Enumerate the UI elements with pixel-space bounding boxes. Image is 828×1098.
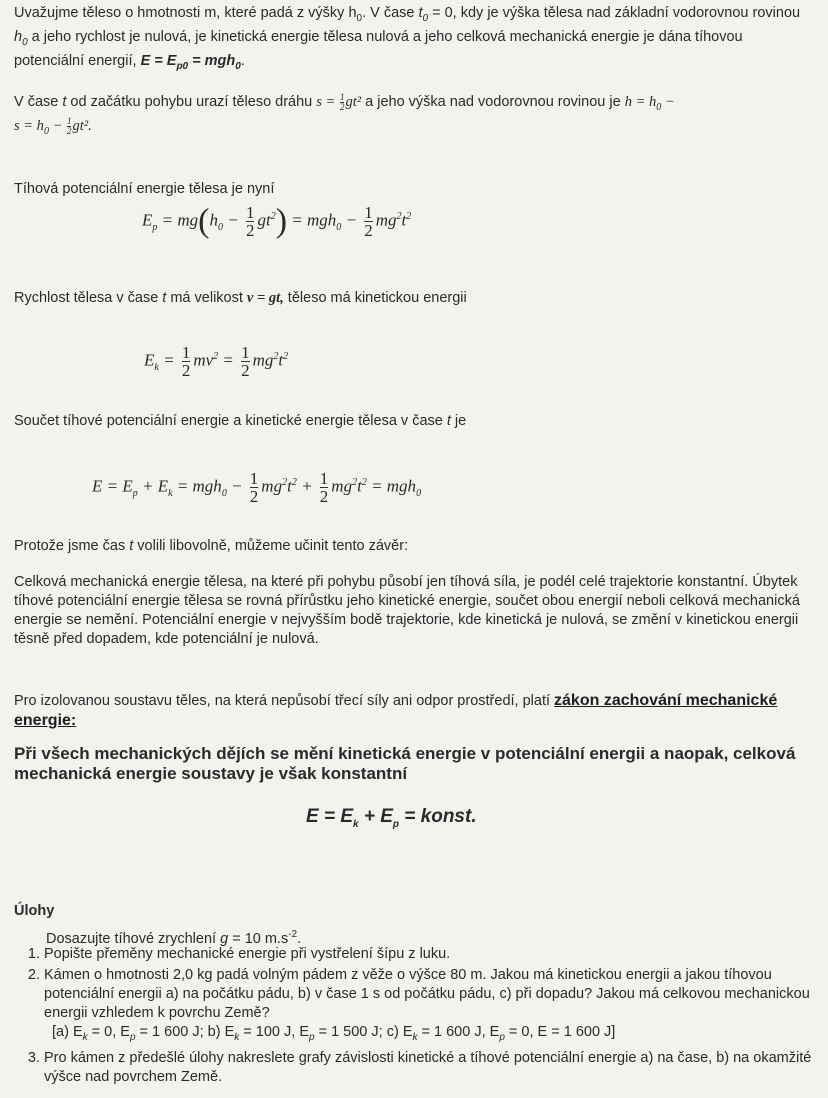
because-paragraph: Protože jsme čas t volili libovolně, můžeme učinit tento závěr: — [14, 538, 409, 554]
intro-text-3: = 0, kdy je výška tělesa nad základní vodorovnou rovinou — [428, 5, 801, 21]
intro-dot: . — [240, 52, 245, 69]
velocity-paragraph: Rychlost tělesa v čase t má velikost v = gt, těleso má kinetickou energii — [14, 290, 467, 306]
h0-symbol: $h_0$ — [14, 28, 28, 48]
sum-paragraph: Součet tíhové potenciální energie a kinetické energie tělesa v čase t je — [14, 413, 467, 429]
intro-formula: $E = E_{p0} = mgh_0$ — [140, 52, 241, 72]
kinetic-formula: $E_k$ = $\frac{1}{2}$ $mv^2$ = $\frac{1}{2}$ $mg^2t^2$ — [144, 343, 289, 380]
intro-text-1: Uvažujme těleso o hmotnosti m, které padá z výšky h — [14, 5, 357, 21]
principle-statement: Při všech mechanických dějích se mění kinetická energie v potenciální energii a naopak, celková mechanická energie soustavy je však konstantní — [14, 744, 796, 783]
s-formula: s = $\frac{1}{2}$ gt² — [316, 92, 362, 113]
h-formula-line2: $s = h_0$ − $\frac{1}{2}$ gt². — [14, 116, 92, 137]
path-text-1: V čase — [14, 94, 63, 110]
task-2-answer: [a) $E_k = 0$, $E_p = 1$ 600 J; b) $E_k = 100$ J, $E_p = 1$ 500 J; c) $E_k = 1$ 600 J, $E_p = 0$, E = 1 600 J] — [52, 1024, 616, 1043]
conclusion-paragraph: Celková mechanická energie tělesa, na které při pohybu působí jen tíhová síla, je podél celé trajektorie konstantní. Úbytek tíhové potenciální energie tělesa se rovná přírůstku jeho kinetické energie, součet obou energií neboli celková mechanická energie se nemění. Potenciální energie v nejvyšším bodě trajektorie, kde kinetická je nulová, se změní v kinetickou energii těsně před dopadem, kde potenciální je nulová. — [14, 574, 800, 647]
law-title: zákon zachování mechanické energie: — [14, 692, 778, 729]
intro-paragraph — [14, 4, 814, 76]
gravity-note: Dosazujte tíhové zrychlení g = 10 $m.s^{-2}$. — [46, 929, 302, 947]
h-formula: $h = h_0$ − — [624, 94, 675, 113]
task-item-3: 3. Pro kámen z předešlé úlohy nakreslete grafy závislosti kinetické a tíhové potenciální energie a) na čase, b) na okamžité výšce nad povrchem Země. — [44, 1049, 814, 1087]
sub-0: 0 — [356, 12, 363, 24]
tasks-list — [14, 945, 814, 1089]
conservation-formula: $E = E_k + E_p$ = konst. — [306, 806, 477, 830]
task-item-1: 1. Popište přeměny mechanické energie při vystřelení šípu z luku. — [44, 945, 814, 964]
law-paragraph — [14, 691, 814, 731]
law-text: Pro izolovanou soustavu těles, na která nepůsobí třecí síly ani odpor prostředí, platí — [14, 693, 555, 709]
path-text-3: a jeho výška nad vodorovnou rovinou je — [361, 94, 625, 110]
intro-text-2: . V čase — [362, 5, 419, 21]
task-item-2: 2. Kámen o hmotnosti 2,0 kg padá volným pádem z věže o výšce 80 m. Jakou má kinetickou energii a jakou tíhovou potenciální energii a) na počátku pádu, b) v čase 1 s od počátku pádu, c) při dopadu? Jakou má celkovou mechanickou energii vzhledem k povrchu Země? [a) $E_k = 0$, $E_p = 1$ 600 J; b) $E_k = 100$ J, $E_p = 1$ 500 J; c) $E_k = 1$ 600 J, $E_p = 0$, E = 1 600 J] — [44, 966, 814, 1047]
path-text-2: od začátku pohybu urazí těleso dráhu — [66, 94, 317, 110]
intro-text-4: a jeho rychlost je nulová, je kinetická energie tělesa nulová a jeho celková mechanická energie je dána tíhovou potenciální energií, — [14, 28, 743, 69]
v-formula: v = gt, — [246, 290, 284, 306]
tasks-heading: Úlohy — [14, 903, 55, 919]
path-paragraph — [14, 93, 814, 141]
sum-formula: $E = E_p + E_k = mgh_0$ − $\frac{1}{2}$ $mg^2t^2$ + $\frac{1}{2}$ $mg^2t^2 = mgh_0$ — [92, 469, 422, 506]
t-symbol: t — [62, 94, 67, 110]
potential-formula: $E_p = mg(h_0$ − $\frac{1}{2}$ $gt^2) = mgh_0$ − $\frac{1}{2}$ $mg^2t^2$ — [142, 202, 412, 240]
potential-label: Tíhová potenciální energie tělesa je nyní — [14, 181, 275, 197]
t0-symbol: $t_0$ — [418, 5, 429, 24]
